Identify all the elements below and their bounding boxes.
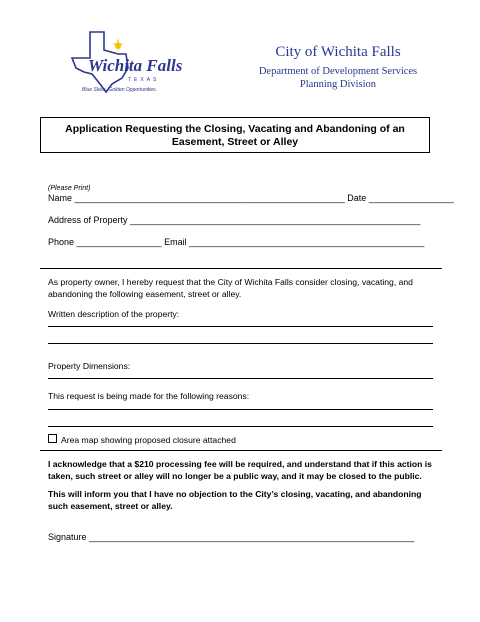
dimensions-label: Property Dimensions: bbox=[48, 361, 131, 371]
description-label: Written description of the property: bbox=[48, 309, 180, 319]
area-map-checkbox[interactable] bbox=[48, 434, 57, 443]
address-field[interactable]: Address of Property __________________________________________________________ bbox=[48, 215, 421, 225]
section-divider bbox=[40, 268, 442, 269]
logo-state: TEXAS bbox=[128, 77, 160, 83]
division-name: Planning Division bbox=[299, 79, 377, 90]
owner-statement: As property owner, I hereby request that the City of Wichita Falls consider closing, vacating, and abandoning the following easement, street or alley. bbox=[48, 277, 413, 299]
reasons-line-1[interactable] bbox=[48, 409, 433, 410]
please-print-note: (Please Print) bbox=[48, 185, 91, 192]
logo-wordmark: Wichita Falls bbox=[88, 56, 183, 75]
no-objection-text: This will inform you that I have no objection to the City’s closing, vacating, and abandoning such easement, street or alley. bbox=[48, 489, 422, 511]
description-line-1[interactable] bbox=[48, 326, 433, 327]
logo-tagline: Blue Skies. Golden Opportunities. bbox=[82, 87, 158, 93]
section-divider-2 bbox=[40, 450, 442, 451]
form-title-line1: Application Requesting the Closing, Vacating and Abandoning of an bbox=[65, 123, 405, 135]
signature-field[interactable]: Signature _________________________________________________________________ bbox=[48, 532, 415, 542]
city-logo bbox=[66, 28, 183, 98]
phone-email-field[interactable]: Phone _________________ Email _______________________________________________ bbox=[48, 237, 425, 247]
department-name: Department of Development Services bbox=[258, 66, 418, 77]
form-title-box bbox=[40, 117, 430, 153]
reasons-label: This request is being made for the following reasons: bbox=[48, 391, 250, 401]
department-block bbox=[250, 65, 426, 91]
dimensions-line[interactable] bbox=[48, 378, 433, 379]
reasons-line-2[interactable] bbox=[48, 426, 433, 427]
city-name: City of Wichita Falls bbox=[275, 44, 401, 60]
name-date-field[interactable]: Name ______________________________________________________ Date _________________ bbox=[48, 193, 454, 203]
form-title-line2: Easement, Street or Alley bbox=[171, 136, 299, 148]
acknowledge-text: I acknowledge that a $210 processing fee will be required, and understand that if this action is taken, such street or alley will no longer be a public way, and it may be closed to the public. bbox=[48, 459, 432, 481]
description-line-2[interactable] bbox=[48, 343, 433, 344]
area-map-label: Area map showing proposed closure attached bbox=[61, 435, 236, 445]
